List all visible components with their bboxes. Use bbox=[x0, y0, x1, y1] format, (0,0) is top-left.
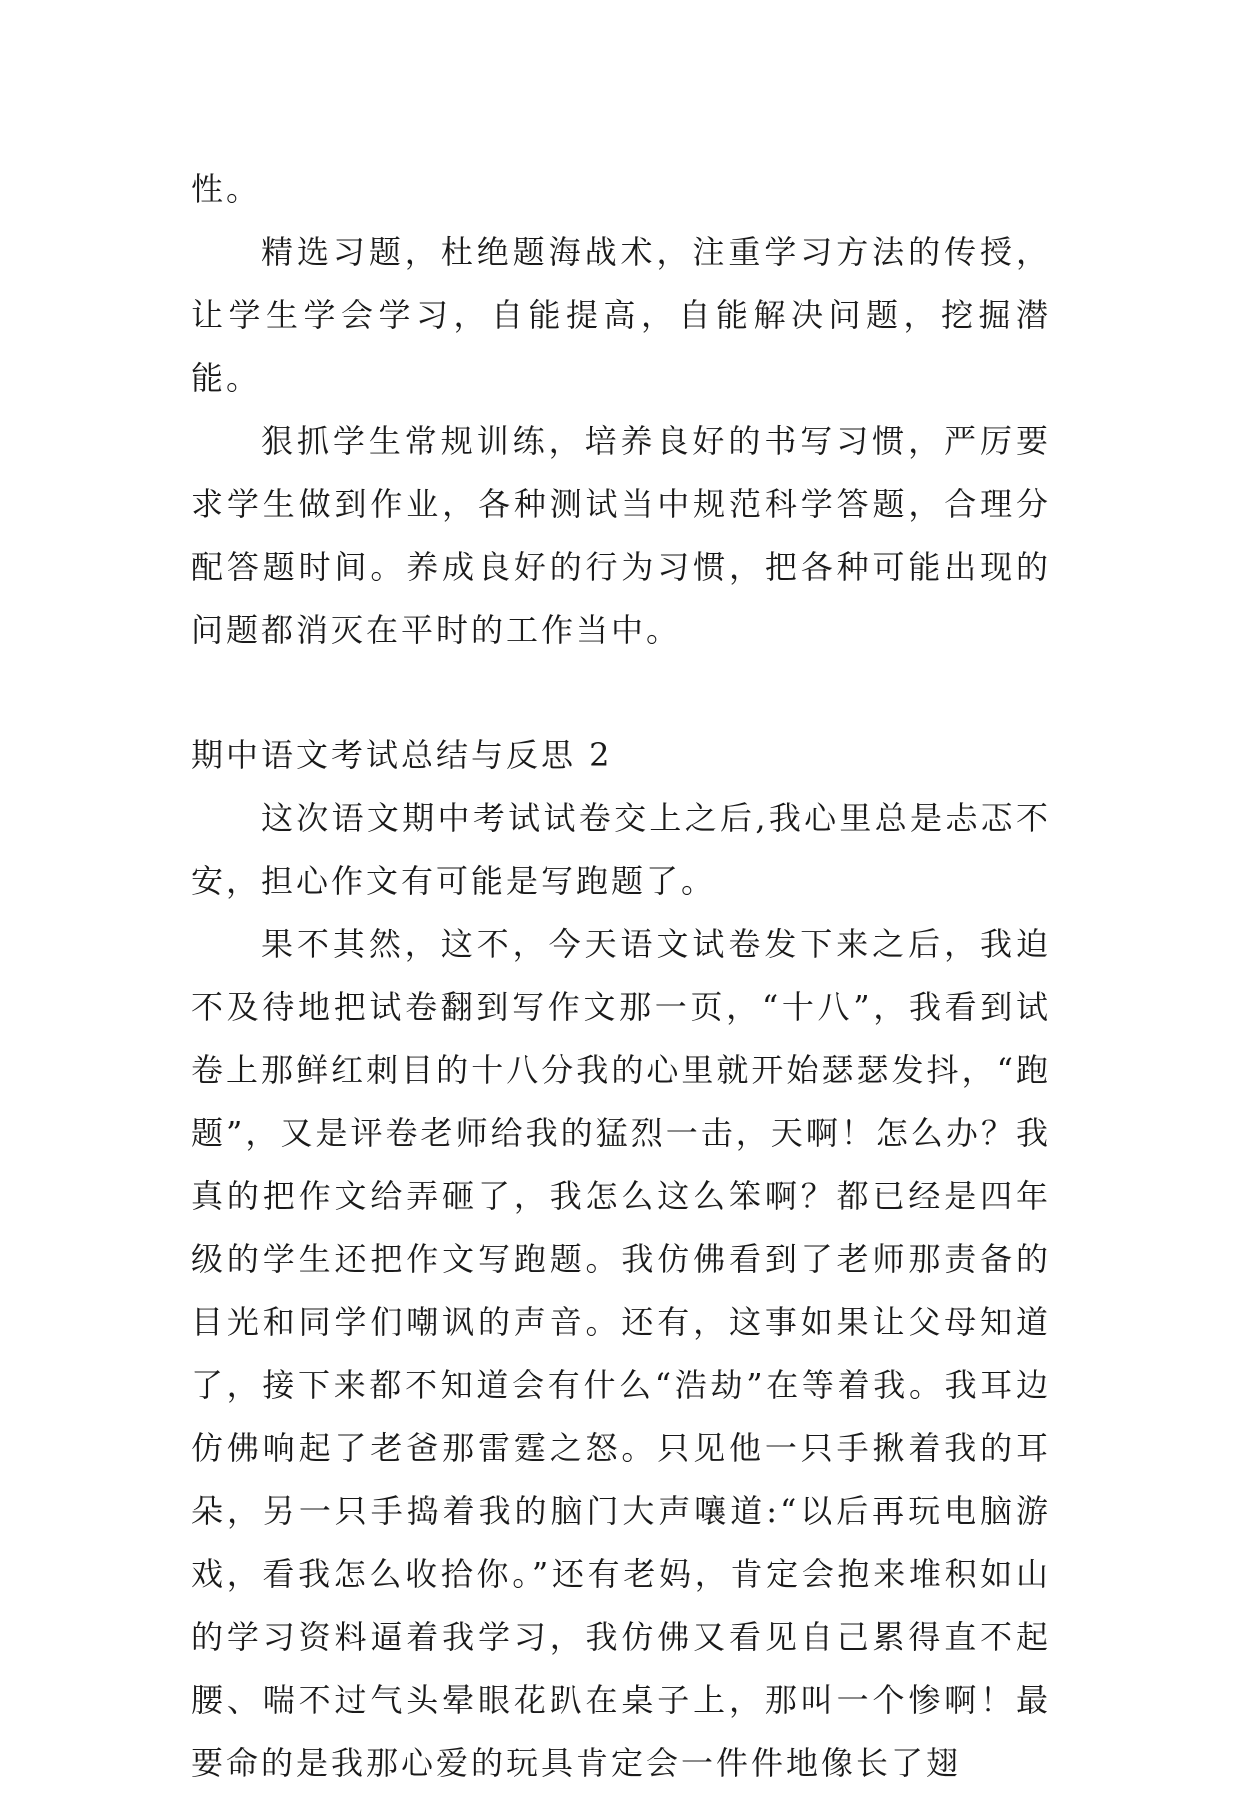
section-heading: 期中语文考试总结与反思 2 bbox=[191, 736, 613, 774]
paragraph-continuation: 性。 bbox=[191, 170, 262, 208]
document-page bbox=[191, 158, 1051, 1795]
paragraph: 这次语文期中考试试卷交上之后,我心里总是忐忑不安，担心作文有可能是写跑题了。 bbox=[191, 799, 1051, 900]
paragraph: 狠抓学生常规训练，培养良好的书写习惯，严厉要求学生做到作业，各种测试当中规范科学答题，合理分配答题时间。养成良好的行为习惯，把各种可能出现的问题都消灭在平时的工作当中。 bbox=[191, 422, 1051, 649]
paragraph: 果不其然，这不，今天语文试卷发下来之后，我迫不及待地把试卷翻到写作文那一页，“十八”，我看到试卷上那鲜红刺目的十八分我的心里就开始瑟瑟发抖，“跑题”，又是评卷老师给我的猛烈一击，天啊！怎么办？我真的把作文给弄砸了，我怎么这么笨啊？都已经是四年级的学生还把作文写跑题。我仿佛看到了老师那责备的目光和同学们嘲讽的声音。还有，这事如果让父母知道了，接下来都不知道会有什么“浩劫”在等着我。我耳边仿佛响起了老爸那雷霆之怒。只见他一只手揪着我的耳朵，另一只手捣着我的脑门大声嚷道:“以后再玩电脑游戏，看我怎么收拾你。”还有老妈，肯定会抱来堆积如山的学习资料逼着我学习，我仿佛又看见自己累得直不起腰、喘不过气头晕眼花趴在桌子上，那叫一个惨啊！最要命的是我那心爱的玩具肯定会一件件地像长了翅 bbox=[191, 925, 1051, 1782]
paragraph: 精选习题，杜绝题海战术，注重学习方法的传授，让学生学会学习，自能提高，自能解决问题，挖掘潜能。 bbox=[191, 233, 1051, 397]
